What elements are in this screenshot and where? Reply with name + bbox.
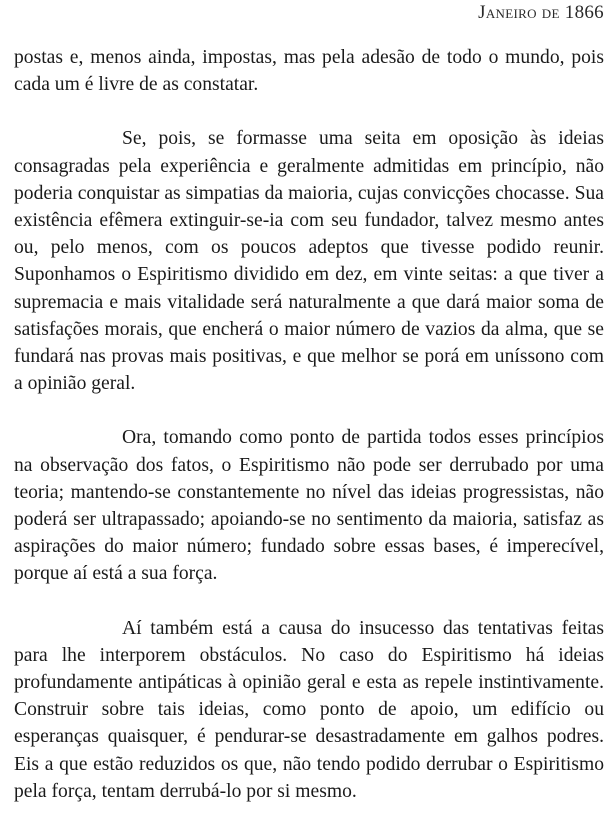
paragraph-continuation: postas e, menos ainda, impostas, mas pela adesão de todo o mundo, pois cada um é livre de as constatar. [14, 47, 604, 96]
body-text [14, 44, 604, 832]
book-page [14, 0, 604, 819]
paragraph: Ora, tomando como ponto de partida todos esses princípios na observação dos fatos, o Espiritismo não pode ser derrubado por uma teoria; mantendo-se constantemente no nível das ideias progressistas, não poderá ser ultrapassado; apoiando-se no sentimento da maioria, satisfaz as aspirações do maior número; fundado sobre essas bases, é imperecível, porque aí está a sua força. [14, 427, 604, 585]
running-head: Janeiro de 1866 [478, 2, 604, 23]
paragraph: Aí também está a causa do insucesso das tentativas feitas para lhe interporem obstáculos. No caso do Espiritismo há ideias profundamente antipáticas à opinião geral e esta as repele instintivamente. Construir sobre tais ideias, como ponto de apoio, um edifício ou esperanças quaisquer, é pendurar-se desastradamente em galhos podres. Eis a que estão reduzidos os que, não tendo podido derrubar o Espiritismo pela força, tentam derrubá-lo por si mesmo. [14, 617, 604, 802]
paragraph: Se, pois, se formasse uma seita em oposição às ideias consagradas pela experiência e geralmente admitidas em princípio, não poderia conquistar as simpatias da maioria, cujas convicções chocasse. Sua existência efêmera extinguir-se-ia com seu fundador, talvez mesmo antes ou, pelo menos, com os poucos adeptos que tivesse podido reunir. Suponhamos o Espiritismo dividido em dez, em vinte seitas: a que tiver a supremacia e mais vitalidade será naturalmente a que dará maior soma de satisfações morais, que encherá o maior número de vazios da alma, que se fundará nas provas mais positivas, e que melhor se porá em uníssono com a opinião geral. [14, 128, 604, 395]
